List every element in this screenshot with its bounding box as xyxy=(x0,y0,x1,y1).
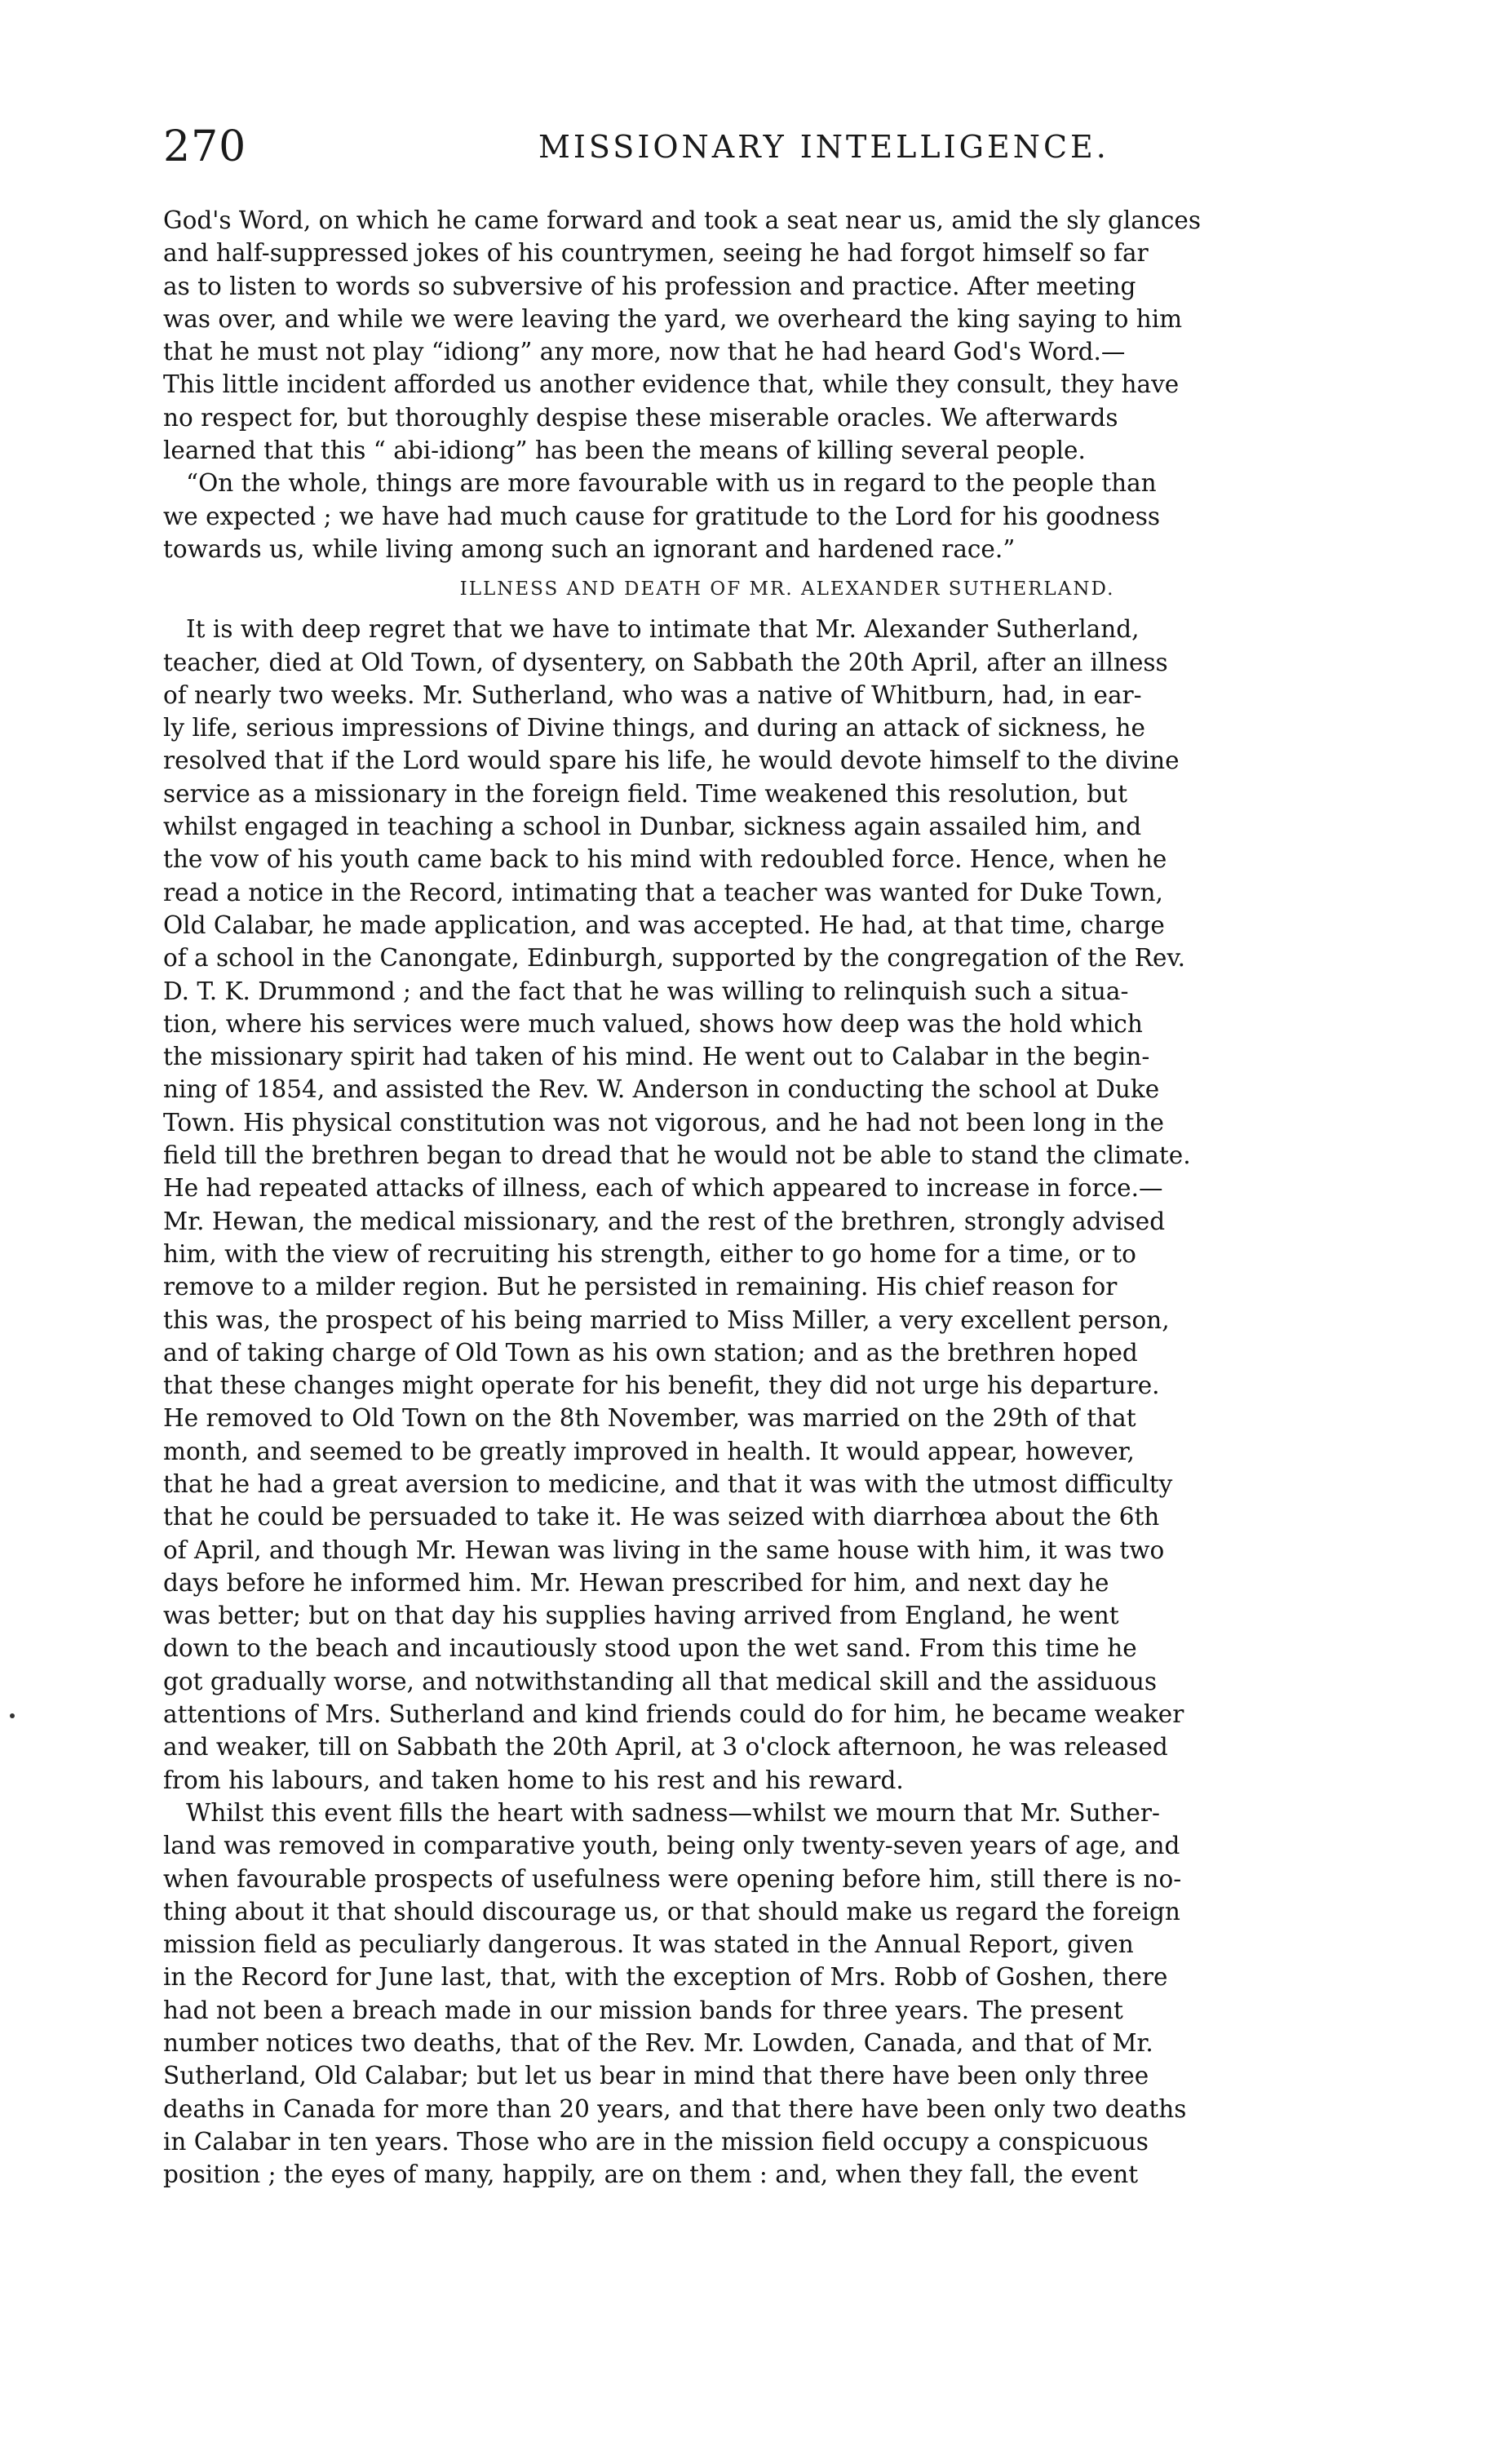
text-line: resolved that if the Lord would spare his life, he would devote himself to the divine xyxy=(163,747,1180,775)
text-line: service as a missionary in the foreign field. Time weakened this resolution, but xyxy=(163,779,1127,808)
text-line: that these changes might operate for his benefit, they did not urge his departure. xyxy=(163,1372,1160,1400)
paragraph-1 xyxy=(163,204,1411,467)
text-line: month, and seemed to be greatly improved in health. It would appear, however, xyxy=(163,1437,1135,1465)
text-line: the missionary spirit had taken of his mind. He went out to Calabar in the begin- xyxy=(163,1043,1150,1071)
text-line: field till the brethren began to dread that he would not be able to stand the climate. xyxy=(163,1141,1191,1170)
text-line: him, with the view of recruiting his strength, either to go home for a time, or to xyxy=(163,1239,1136,1268)
margin-ink-dot xyxy=(10,1713,15,1718)
text-line: ning of 1854, and assisted the Rev. W. Anderson in conducting the school at Duke xyxy=(163,1075,1160,1104)
page xyxy=(163,122,1411,2191)
text-line: position ; the eyes of many, happily, are on them : and, when they fall, the event xyxy=(163,2160,1139,2189)
running-title: MISSIONARY INTELLIGENCE. xyxy=(538,129,1109,165)
text-line: mission field as peculiarly dangerous. It was stated in the Annual Report, given xyxy=(163,1930,1134,1959)
text-line: land was removed in comparative youth, being only twenty-seven years of age, and xyxy=(163,1832,1180,1860)
text-line: of nearly two weeks. Mr. Sutherland, who was a native of Whitburn, had, in ear- xyxy=(163,680,1142,709)
text-line: when favourable prospects of usefulness were opening before him, still there is no- xyxy=(163,1864,1182,1893)
section-heading: ILLNESS AND DEATH OF MR. ALEXANDER SUTHERLAND. xyxy=(459,578,1115,600)
paragraph-3 xyxy=(163,613,1411,1797)
text-line: attentions of Mrs. Sutherland and kind friends could do for him, he became weaker xyxy=(163,1700,1184,1729)
text-line: in Calabar in ten years. Those who are in the mission field occupy a conspicuous xyxy=(163,2127,1149,2156)
text-line: whilst engaged in teaching a school in Dunbar, sickness again assailed him, and xyxy=(163,813,1142,841)
text-line: tion, where his services were much valued, shows how deep was the hold which xyxy=(163,1009,1143,1038)
text-line: and weaker, till on Sabbath the 20th April, at 3 o'clock afternoon, he was released xyxy=(163,1733,1168,1762)
text-line: thing about it that should discourage us, or that should make us regard the foreign xyxy=(163,1897,1180,1926)
text-line: of April, and though Mr. Hewan was living in the same house with him, it was two xyxy=(163,1536,1165,1564)
text-line: Whilst this event fills the heart with sadness—whilst we mourn that Mr. Suther- xyxy=(186,1798,1160,1827)
running-head xyxy=(163,122,1411,188)
text-line: D. T. K. Drummond ; and the fact that he was willing to relinquish such a situa- xyxy=(163,977,1129,1005)
text-line: that he had a great aversion to medicine, and that it was with the utmost difficulty xyxy=(163,1469,1173,1498)
text-line: this was, the prospect of his being married to Miss Miller, a very excellent person, xyxy=(163,1305,1170,1334)
text-line: of a school in the Canongate, Edinburgh, supported by the congregation of the Rev. xyxy=(163,944,1185,973)
text-line: This little incident afforded us another evidence that, while they consult, they have xyxy=(163,370,1180,399)
text-line: that he must not play “idiong” any more, now that he had heard God's Word.— xyxy=(163,338,1126,366)
text-line: number notices two deaths, that of the Rev. Mr. Lowden, Canada, and that of Mr. xyxy=(163,2029,1153,2058)
text-line: was over, and while we were leaving the yard, we overheard the king saying to him xyxy=(163,304,1183,333)
text-line: we expected ; we have had much cause for gratitude to the Lord for his goodness xyxy=(163,502,1161,530)
text-line: towards us, while living among such an ignorant and hardened race.” xyxy=(163,534,1016,563)
text-line: and half-suppressed jokes of his countrymen, seeing he had forgot himself so far xyxy=(163,239,1149,268)
text-line: read a notice in the Record, intimating that a teacher was wanted for Duke Town, xyxy=(163,878,1163,906)
paragraph-4 xyxy=(163,1797,1411,2191)
text-line: was better; but on that day his supplies having arrived from England, he went xyxy=(163,1602,1119,1630)
text-line: learned that this “ abi-idiong” has been the means of killing several people. xyxy=(163,437,1086,465)
text-line: Mr. Hewan, the medical missionary, and the rest of the brethren, strongly advised xyxy=(163,1207,1166,1235)
text-line: days before he informed him. Mr. Hewan prescribed for him, and next day he xyxy=(163,1568,1109,1597)
text-line: as to listen to words so subversive of his profession and practice. After meeting xyxy=(163,272,1136,300)
text-line: It is with deep regret that we have to intimate that Mr. Alexander Sutherland, xyxy=(186,615,1140,644)
text-line: the vow of his youth came back to his mind with redoubled force. Hence, when he xyxy=(163,845,1167,874)
text-line: and of taking charge of Old Town as his own station; and as the brethren hoped xyxy=(163,1338,1138,1367)
text-line: ly life, serious impressions of Divine things, and during an attack of sickness, he xyxy=(163,714,1145,742)
text-line: got gradually worse, and notwithstanding all that medical skill and the assiduous xyxy=(163,1667,1157,1695)
text-line: in the Record for June last, that, with the exception of Mrs. Robb of Goshen, there xyxy=(163,1963,1168,1992)
body-text xyxy=(163,204,1411,2191)
text-line: “On the whole, things are more favourable with us in regard to the people than xyxy=(186,469,1157,498)
text-line: Town. His physical constitution was not vigorous, and he had not been long in the xyxy=(163,1108,1164,1137)
text-line: deaths in Canada for more than 20 years, and that there have been only two deaths xyxy=(163,2094,1187,2123)
text-line: Sutherland, Old Calabar; but let us bear in mind that there have been only three xyxy=(163,2062,1149,2090)
page-number: 270 xyxy=(163,122,247,171)
text-line: He removed to Old Town on the 8th November, was married on the 29th of that xyxy=(163,1404,1136,1433)
text-line: He had repeated attacks of illness, each of which appeared to increase in force.— xyxy=(163,1174,1163,1203)
text-line: no respect for, but thoroughly despise these miserable oracles. We afterwards xyxy=(163,403,1118,432)
text-line: had not been a breach made in our mission bands for three years. The present xyxy=(163,1996,1123,2024)
text-line: from his labours, and taken home to his rest and his reward. xyxy=(163,1766,904,1794)
text-line: remove to a milder region. But he persisted in remaining. His chief reason for xyxy=(163,1273,1118,1301)
text-line: teacher, died at Old Town, of dysentery, on Sabbath the 20th April, after an illness xyxy=(163,648,1168,676)
text-line: God's Word, on which he came forward and took a seat near us, amid the sly glances xyxy=(163,206,1201,234)
text-line: down to the beach and incautiously stood upon the wet sand. From this time he xyxy=(163,1634,1137,1663)
text-line: Old Calabar, he made application, and was accepted. He had, at that time, charge xyxy=(163,911,1165,939)
text-line: that he could be persuaded to take it. He was seized with diarrhœa about the 6th xyxy=(163,1503,1160,1531)
paragraph-2 xyxy=(163,467,1411,565)
